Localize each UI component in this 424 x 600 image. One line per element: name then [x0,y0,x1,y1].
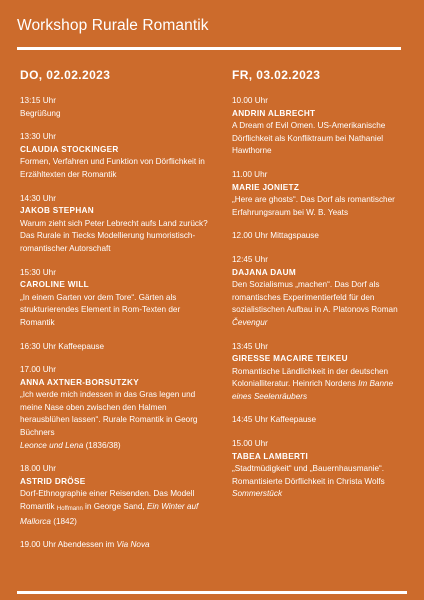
event-speaker: ANNA AXTNER-BORSUTZKY [20,377,139,387]
top-divider [17,47,401,50]
event-time: 13:15 Uhr [20,96,56,105]
schedule-item [20,193,212,256]
event-time: 15.00 Uhr [232,439,268,449]
event-text: Abendessen im [57,540,115,550]
event-speaker: DAJANA DAUM [232,267,296,277]
event-text: Warum zieht sich Peter Lebrecht aufs Land zurück? Das Rurale in Tiecks Modellierung humoristisch-romantischer Autorschaft [20,218,208,253]
event-text [232,463,412,501]
event-time: 18.00 Uhr [20,464,56,474]
event-venue: Via Nova [116,540,150,550]
event-speaker: CAROLINE WILL [20,280,89,290]
event-subscript: Hoffmann [56,506,83,513]
page-title: Workshop Rurale Romantik [17,17,209,34]
day1-heading: DO, 02.02.2023 [20,68,111,82]
event-time: 15:30 Uhr [20,267,56,277]
event-time: 17.00 Uhr [20,365,56,375]
schedule-item [232,95,412,158]
event-text: „In einem Garten vor dem Tore“. Gärten als strukturierendes Element in Rom-Texten der Romantik [20,292,181,327]
schedule-item [20,341,212,354]
schedule-item [232,254,412,330]
schedule-item [20,267,212,330]
event-text-main: Dorf-Ethnographie einer Reisenden. Das Modell Romantik [20,489,195,512]
schedule-item [232,414,412,427]
event-text-mid: in George Sand, [82,502,145,512]
day2-heading: FR, 03.02.2023 [232,68,321,82]
schedule-item [20,364,212,452]
event-text: Kaffeepause [270,415,317,425]
schedule-item [232,230,412,243]
schedule-item [232,341,412,404]
event-time: 14:45 Uhr [232,415,268,425]
event-time: 10.00 Uhr [232,96,268,105]
event-speaker: ANDRIN ALBRECHT [232,108,316,118]
schedule-item [20,131,212,181]
event-time: 13:45 Uhr [232,341,268,351]
event-text [20,488,212,528]
event-text-main: Romantische Ländlichkeit in der deutschen Kolonialliteratur. Heinrich Nordens [232,366,389,389]
event-speaker: ASTRID DRÖSE [20,476,86,486]
event-time: 14:30 Uhr [20,193,56,203]
event-time: 11.00 Uhr [232,169,268,179]
event-time: 13:30 Uhr [20,132,56,142]
day1-column [20,68,212,563]
schedule-item [232,438,412,501]
event-speaker: GIRESSE MACAIRE TEIKEU [232,354,348,364]
event-text-main: Den Sozialismus „machen“. Das Dorf als romantisches Experimentierfeld für den sozialistischen Aufbau in A. Platonovs Roman [232,280,398,315]
event-text: „Here are ghosts“. Das Dorf als romantischer Erfahrungsraum bei W. B. Yeats [232,195,395,217]
event-work-title: Leonce und Lena [20,440,84,450]
event-time: 19.00 Uhr [20,540,56,550]
event-text-tail: (1842) [50,516,77,526]
event-speaker: CLAUDIA STOCKINGER [20,144,119,154]
event-work-title: Im Banne eines Seelenräubers [232,379,394,401]
event-speaker: MARIE JONIETZ [232,182,300,192]
event-text-main: „Ich werde mich indessen in das Gras legen und meine Nase oben zwischen den Halmen herausblühen lassen“. Rurale Romantik in Georg Büchners [20,390,198,438]
event-text [232,279,412,329]
event-text: Mittagspause [270,231,319,241]
event-work-title: Ein Winter auf Mallorca [20,502,199,526]
event-text: Formen, Verfahren und Funktion von Dörflichkeit in Erzähltexten der Romantik [20,157,205,179]
schedule-item [20,539,212,552]
schedule-item [20,463,212,528]
event-text: A Dream of Evil Omen. US-Amerikanische Dörflichkeit als Konfliktraum bei Nathaniel Hawthorne [232,121,386,156]
event-time: 12.00 Uhr [232,231,268,241]
day2-column [232,68,412,512]
event-speaker: TABEA LAMBERTI [232,451,309,461]
event-speaker: JAKOB STEPHAN [20,206,94,216]
event-time: 16:30 Uhr [20,341,56,351]
event-text [20,389,212,452]
event-text: Kaffeepause [58,341,105,351]
event-time: 12:45 Uhr [232,254,268,264]
schedule-item [232,169,412,219]
bottom-divider [17,591,407,594]
event-text-tail: (1836/38) [83,440,121,450]
event-work-title: Sommerstück [232,489,283,499]
event-text-main: „Stadtmüdigkeit“ und „Bauernhausmanie“. Romantisierte Dörflichkeit in Christa Wolfs [232,464,385,486]
schedule-item [20,95,212,120]
event-text [232,366,412,404]
event-work-title: Čevengur [232,317,268,327]
event-text: Begrüßung [20,108,61,118]
